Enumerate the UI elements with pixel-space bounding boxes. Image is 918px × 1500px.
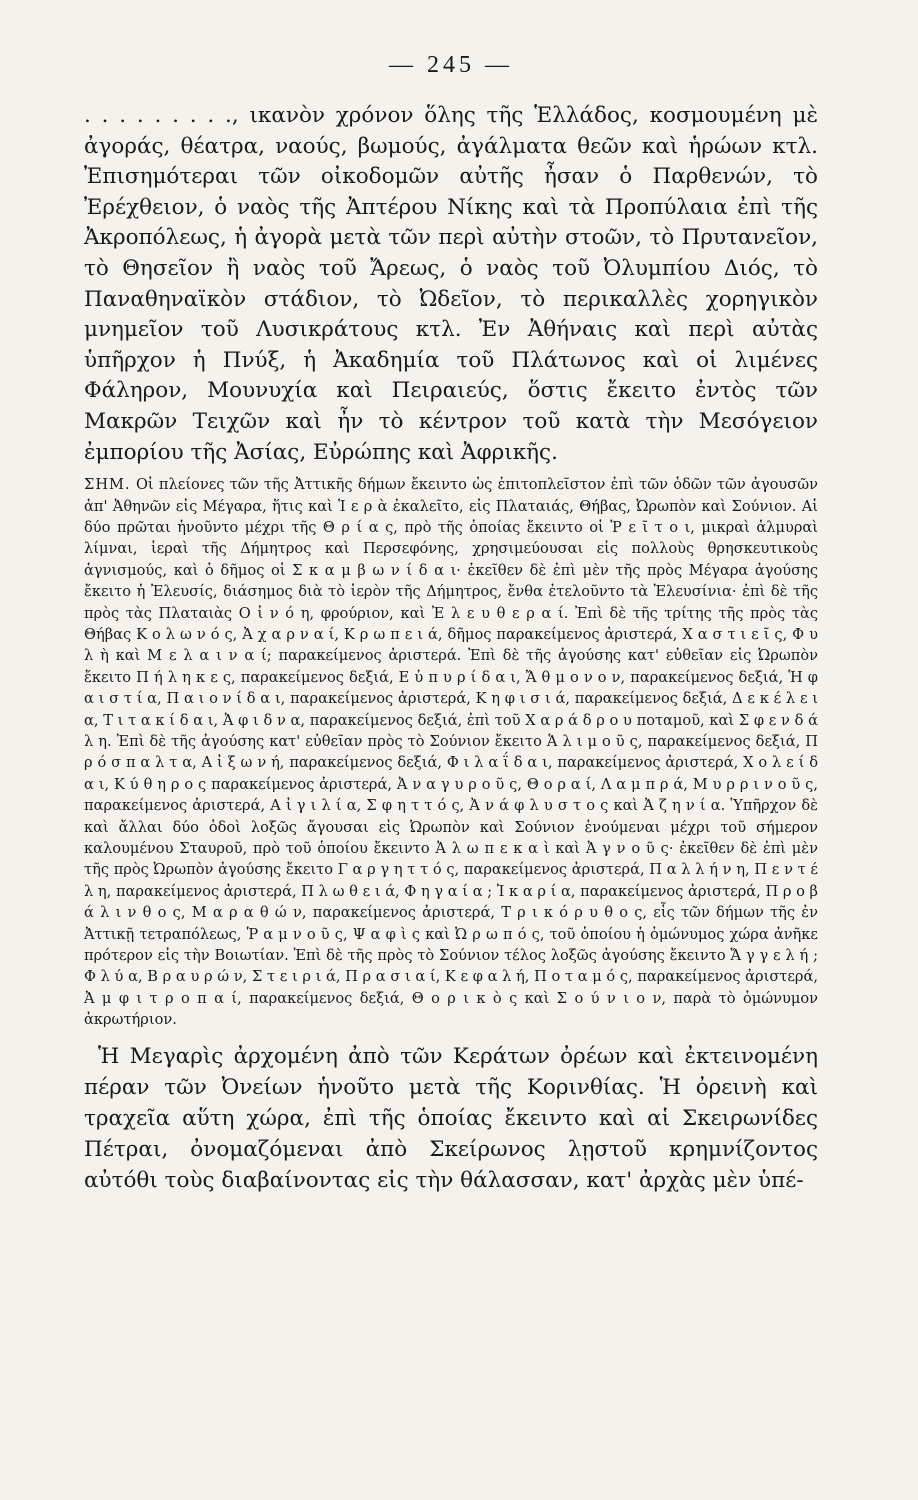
closing-paragraph [84, 1041, 818, 1196]
main-paragraph-text: . . . . . . . . ., ικανὸν χρόνον ὅλης τῆς Ἑλλάδος, κοσμουμένη μὲ ἀγοράς, θέατρα, ναούς, βωμούς, ἀγάλματα θεῶν καὶ ἡρώων κτλ. Ἐπισημότεραι τῶν οἰκοδομῶν αὐτῆς ἦσαν ὁ Παρθενών, τὸ Ἐρέχθειον, ὁ ναὸς τῆς Ἀπτέρου Νίκης καὶ τὰ Προπύλαια ἐπὶ τῆς Ἀκροπόλεως, ἡ ἀγορὰ μετὰ τῶν περὶ αὐτὴν στοῶν, τὸ Πρυτανεῖον, τὸ Θησεῖον ἢ ναὸς τοῦ Ἄρεως, ὁ ναὸς τοῦ Ὀλυμπίου Διός, τὸ Παναθηναϊκὸν στάδιον, τὸ Ὠδεῖον, τὸ περικαλλὲς χορηγικὸν μνημεῖον τοῦ Λυσικράτους κτλ. Ἐν Ἀθήναις καὶ περὶ αὐτὰς ὑπῆρχον ἡ Πνύξ, ἡ Ἀκαδημία τοῦ Πλάτωνος καὶ οἱ λιμένες Φάληρον, Μουνυχία καὶ Πειραιεύς, ὅστις ἔκειτο ἐντὸς τῶν Μακρῶν Τειχῶν καὶ ἦν τὸ κέντρον τοῦ κατὰ τὴν Μεσόγειον ἐμπορίου τῆς Ἀσίας, Εὐρώπης καὶ Ἀφρικῆς. [84, 103, 818, 465]
note-text: Οἱ πλείονες τῶν τῆς Ἀττικῆς δήμων ἔκειντο ὡς ἐπιτοπλεῖστον ἐπὶ τῶν ὁδῶν τῶν ἀγουσῶν ἀπ' Ἀθηνῶν εἰς Μέγαρα, ἥτις καὶ Ἱ ε ρ ὰ ἐκαλεῖτο, εἰς Πλαταιάς, Θήβας, Ὠρωπὸν καὶ Σούνιον. Αἱ δύο πρῶται ἡνοῦντο μέχρι τῆς Θ ρ ί α ς, πρὸ τῆς ὁποίας ἔκειντο οἱ Ῥ ε ῖ τ ο ι, μικραὶ ἁλμυραὶ λίμναι, ἱεραὶ τῆς Δήμητρος καὶ Περσεφόνης, χρησιμεύουσαι εἰς πολλοὺς θρησκευτικοὺς ἁγνισμούς, καὶ ὁ δῆμος οἱ Σ κ α μ β ω ν ί δ α ι· ἐκεῖθεν δὲ ἐπὶ μὲν τῆς πρὸς Μέγαρα ἀγούσης ἔκειτο ἡ Ἐλευσίς, διάσημος διὰ τὸ ἱερὸν τῆς Δήμητρος, ἔνθα ἐτελοῦντο τὰ Ἐλευσίνια· ἐπὶ δὲ τῆς πρὸς τὰς Πλαταιὰς Ο ἰ ν ό η, φρούριον, καὶ Ἐ λ ε υ θ ε ρ α ί. Ἐπὶ δὲ τῆς τρίτης τῆς πρὸς τὰς Θήβας Κ ο λ ω ν ό ς, Ἀ χ α ρ ν α ί, Κ ρ ω π ε ι ά, δῆμος παρακείμενος ἀριστερά, Χ α σ τ ι ε ῖ ς, Φ υ λ ὴ καὶ Μ ε λ α ι ν α ί; παρακείμενος ἀριστερά. Ἐπὶ δὲ τῆς ἀγούσης κατ' εὐθεῖαν εἰς Ὠρωπὸν ἔκειτο Π ή λ η κ ε ς, παρακείμενος δεξιά, Ε ὐ π υ ρ ί δ α ι, Ἄ θ μ ο ν ο ν, παρακείμενος δεξιά, Ἡ φ α ι σ τ ί α, Π α ι ο ν ί δ α ι, παρακείμενος ἀριστερά, Κ η φ ι σ ι ά, παρακείμενος δεξιά, Δ ε κ έ λ ε ι α, Τ ι τ α κ ί δ α ι, Ἀ φ ι δ ν α, παρακείμενος δεξιά, ἐπὶ τοῦ Χ α ρ ά δ ρ ο υ ποταμοῦ, καὶ Σ φ ε ν δ ά λ η. Ἐπὶ δὲ τῆς ἀγούσης κατ' εὐθεῖαν πρὸς τὸ Σούνιον ἔκειτο Ἁ λ ι μ ο ῦ ς, παρακείμενος δεξιά, Π ρ ό σ π α λ τ α, Α ἰ ξ ω ν ή, παρακείμενος δεξιά, Φ ι λ α ΐ δ α ι, παρακείμενος ἀριστερά, Χ ο λ ε ί δ α ι, Κ ύ θ η ρ ο ς παρακείμενος ἀριστερά, Ἀ ν α γ υ ρ ο ῦ ς, Θ ο ρ α ί, Λ α μ π ρ ά, Μ υ ρ ρ ι ν ο ῦ ς, παρακείμενος ἀριστερά, Α ἰ γ ι λ ί α, Σ φ η τ τ ό ς, Ἀ ν ά φ λ υ σ τ ο ς καὶ Ἀ ζ η ν ί α. Ὑπῆρχον δὲ καὶ ἄλλαι δύο ὁδοὶ λοξῶς ἄγουσαι εἰς Ὠρωπὸν καὶ Σούνιον ἑνούμεναι μέχρι τοῦ σήμερον καλουμένου Σταυροῦ, πρὸ τοῦ ὁποίου ἔκειντο Ἀ λ ω π ε κ α ὶ καὶ Ἀ γ ν ο ῦ ς· ἐκεῖθεν δὲ ἐπὶ μὲν τῆς πρὸς Ὠρωπὸν ἀγούσης ἔκειτο Γ α ρ γ η τ τ ό ς, παρακείμενος ἀριστερά, Π α λ λ ή ν η, Π ε ν τ έ λ η, παρακείμενος ἀριστερά, Π λ ω θ ε ι ά, Φ η γ α ί α ; Ἰ κ α ρ ί α, παρακείμενος ἀριστερά, Π ρ ο β ά λ ι ν θ ο ς, Μ α ρ α θ ώ ν, παρακείμενος ἀριστερά, Τ ρ ι κ ό ρ υ θ ο ς, εἷς τῶν δήμων τῆς ἐν Ἀττικῇ τετραπόλεως, Ῥ α μ ν ο ῦ ς, Ψ α φ ὶ ς καὶ Ὠ ρ ω π ό ς, τοῦ ὁποίου ἡ ὁμώνυμος χώρα ἀνῆκε πρότερον εἰς τὴν Βοιωτίαν. Ἐπὶ δὲ τῆς πρὸς τὸ Σούνιον τέλος λοξῶς ἀγούσης ἔκειντο Ἄ γ γ ε λ ή ; Φ λ ύ α, Β ρ α υ ρ ώ ν, Σ τ ε ι ρ ι ά, Π ρ α σ ι α ί, Κ ε φ α λ ή, Π ο τ α μ ό ς, παρακείμενος ἀριστερά, Ἀ μ φ ι τ ρ ο π α ί, παρακείμενος δεξιά, Θ ο ρ ι κ ὸ ς καὶ Σ ο ύ ν ι ο ν, παρὰ τὸ ὁμώνυμον ἀκρωτήριον. [84, 476, 818, 1029]
note-label: ΣΗΜ. [84, 476, 131, 494]
note-section [84, 474, 818, 1031]
closing-paragraph-text: Ἡ Μεγαρὶς ἀρχομένη ἀπὸ τῶν Κεράτων ὀρέων καὶ ἐκτεινομένη πέραν τῶν Ὀνείων ἡνοῦτο μετὰ τῆς Κορινθίας. Ἡ ὀρεινὴ καὶ τραχεῖα αὕτη χώρα, ἐπὶ τῆς ὁποίας ἔκειντο καὶ αἱ Σκειρωνίδες Πέτραι, ὀνομαζόμεναι ἀπὸ Σκείρωνος λῃστοῦ κρημνίζοντος αὐτόθι τοὺς διαβαίνοντας εἰς τὴν θάλασσαν, κατ' ἀρχὰς μὲν ὑπέ- [84, 1043, 818, 1193]
main-paragraph [84, 101, 818, 468]
note-paragraph [84, 474, 818, 1031]
page-number: — 245 — [389, 52, 513, 78]
